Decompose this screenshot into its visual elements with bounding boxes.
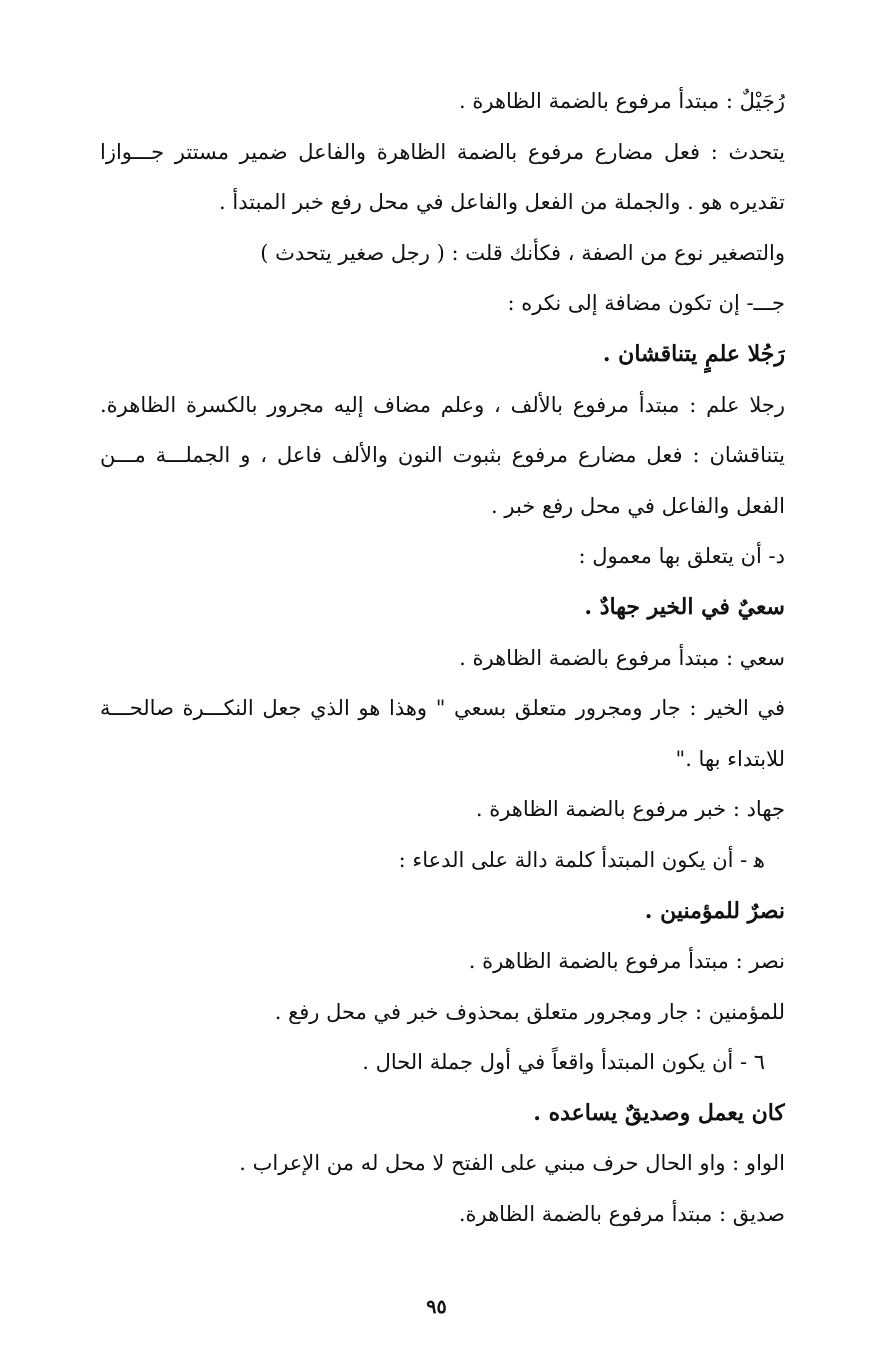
text-line: للابتداء بها .": [675, 746, 785, 771]
text-line: ه‍ - أن يكون المبتدأ كلمة دالة على الدعاء :: [398, 847, 765, 872]
page-body-text: [100, 76, 785, 1240]
example-sentence: كان يعمل وصديقٌ يساعده .: [533, 1099, 785, 1126]
text-line: يتناقشان : فعل مضارع مرفوع بثبوت النون والألف فاعل ، و الجملـــة مـــن: [100, 443, 785, 468]
example-sentence: نصرٌ للمؤمنين .: [644, 897, 785, 924]
text-line: والتصغير نوع من الصفة ، فكأنك قلت : ( رجل صغير يتحدث ): [260, 240, 785, 265]
page-number: ٩٥: [426, 1296, 447, 1318]
text-line: د- أن يتعلق بها معمول :: [578, 544, 785, 569]
text-line: صديق : مبتدأ مرفوع بالضمة الظاهرة.: [458, 1202, 785, 1227]
text-line: الفعل والفاعل في محل رفع خبر .: [491, 493, 785, 518]
example-sentence: رَجُلا علمٍ يتناقشان .: [602, 340, 785, 367]
text-line: جهاد : خبر مرفوع بالضمة الظاهرة .: [475, 797, 785, 822]
text-line: يتحدث : فعل مضارع مرفوع بالضمة الظاهرة والفاعل ضمير مستتر جـــوازا: [100, 139, 785, 164]
text-line: سعي : مبتدأ مرفوع بالضمة الظاهرة .: [459, 645, 785, 670]
text-line: ٦ - أن يكون المبتدأ واقعاً في أول جملة الحال .: [362, 1050, 765, 1075]
example-sentence: سعيٌ في الخير جهادٌ .: [584, 593, 785, 620]
text-line: رجلا علم : مبتدأ مرفوع بالألف ، وعلم مضاف إليه مجرور بالكسرة الظاهرة.: [100, 392, 785, 417]
text-line: الواو : واو الحال حرف مبني على الفتح لا محل له من الإعراب .: [239, 1151, 785, 1176]
text-line: رُجَيْلٌ : مبتدأ مرفوع بالضمة الظاهرة .: [459, 89, 785, 113]
text-line: تقديره هو . والجملة من الفعل والفاعل في محل رفع خبر المبتدأ .: [219, 190, 785, 215]
text-line: نصر : مبتدأ مرفوع بالضمة الظاهرة .: [468, 949, 785, 974]
text-line: في الخير : جار ومجرور متعلق بسعي " وهذا هو الذي جعل النكـــرة صالحـــة: [100, 696, 785, 721]
text-line: للمؤمنين : جار ومجرور متعلق بمحذوف خبر في محل رفع .: [274, 999, 785, 1024]
text-line: جـــ- إن تكون مضافة إلى نكره :: [507, 291, 785, 316]
